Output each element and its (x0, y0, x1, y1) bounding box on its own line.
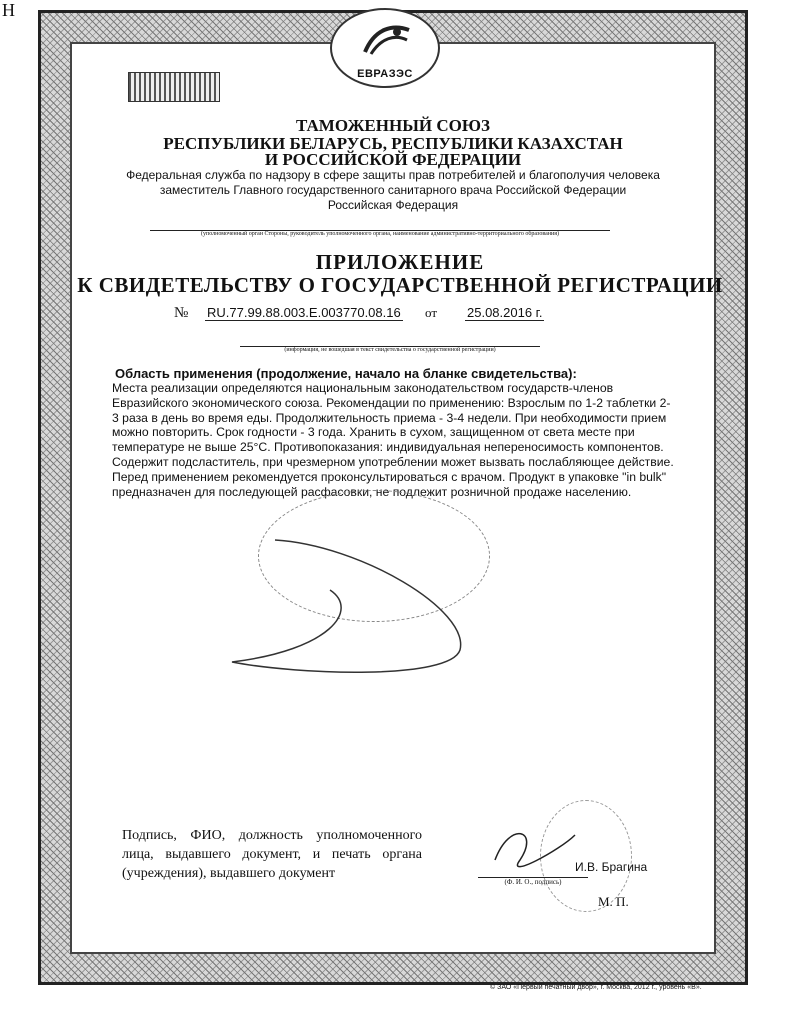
body-line: Места реализации определяются национальным законодательством государств-членов (112, 381, 614, 395)
document-subtitle: К СВИДЕТЕЛЬСТВУ О ГОСУДАРСТВЕННОЙ РЕГИСТРАЦИИ (77, 273, 723, 297)
body-line: Перед применением рекомендуется проконсультироваться с врачом. Продукт в упаковке "in bulk" (112, 469, 667, 484)
emblem-label: ЕВРАЗЭС (357, 68, 413, 80)
signature-line-caption: (Ф. И. О., подпись) (478, 877, 588, 886)
eurasec-emblem-icon (357, 18, 417, 62)
eurasec-emblem (330, 8, 440, 88)
registration-from-label: от (425, 305, 438, 320)
authority-caption: (уполномоченный орган Стороны, руководитель уполномоченного органа, наименование административно-территориального образования) (150, 230, 610, 237)
body-line: 3 раза в день во время еды. Продолжительность приема - 3-4 недели. При необходимости прием (112, 410, 667, 425)
body-line: Евразийского экономического союза. Рекомендации по применению: Взрослым по 1-2 таблетки 2- (112, 395, 671, 410)
body-line: температуре не выше 25°С. Противопоказания: индивидуальная непереносимость компонентов. (112, 440, 664, 455)
security-pattern (128, 72, 220, 102)
section-title: Область применения (продолжение, начало на бланке свидетельства): (115, 366, 577, 381)
signature-caption: Подпись, ФИО, должность уполномоченного лица, выдавшего документ, и печать органа (учреждения), выдавшего документ (122, 828, 422, 881)
handwritten-corner-mark: Н (2, 0, 15, 20)
header-line-2: РЕСПУБЛИКИ БЕЛАРУСЬ, РЕСПУБЛИКИ КАЗАХСТАН (163, 134, 623, 153)
header-line-3: И РОССИЙСКОЙ ФЕДЕРАЦИИ (264, 150, 522, 169)
registration-caption: (информация, не вошедшая в текст свидетельства о государственной регистрации) (240, 346, 540, 353)
signatory-name: И.В. Брагина (575, 860, 648, 874)
authority-line-3: Российская Федерация (327, 198, 459, 212)
body-line: Содержит подсластитель, при чрезмерном употреблении может вызвать послабляющее действие. (112, 454, 674, 469)
body-line: можно повторить. Срок годности - 3 года. Хранить в сухом, защищенном от света месте при (112, 425, 635, 440)
authority-line-2: заместитель Главного государственного санитарного врача Российской Федерации (159, 183, 627, 197)
authority-line-1: Федеральная служба по надзору в сфере защиты прав потребителей и благополучия человека (126, 168, 660, 182)
header-line-1: ТАМОЖЕННЫЙ СОЮЗ (296, 116, 490, 135)
registration-date: 25.08.2016 г. (467, 305, 543, 320)
body-line: предназначен для последующей расфасовки, не подлежит розничной продаже населению. (112, 484, 632, 499)
printer-footer: © ЗАО «Первый печатный двор», г. Москва, 2012 г., уровень «В». (490, 984, 702, 991)
body-text (112, 381, 688, 499)
faded-stamp (258, 490, 490, 622)
seal-label: М. П. (598, 894, 629, 909)
registration-number: RU.77.99.88.003.Е.003770.08.16 (207, 305, 401, 320)
document-title: ПРИЛОЖЕНИЕ (315, 250, 485, 274)
registration-number-label: № (174, 305, 189, 321)
